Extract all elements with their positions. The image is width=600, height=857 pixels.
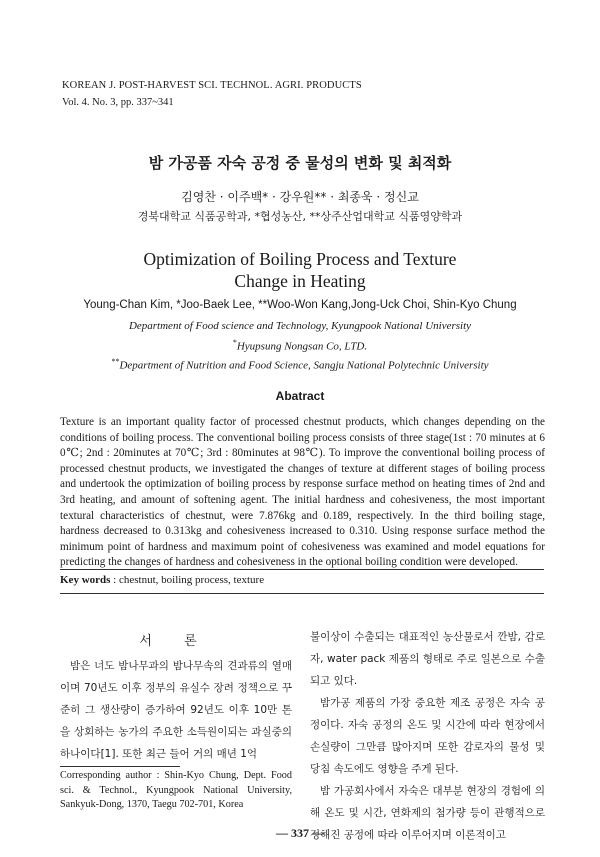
affiliation-3 <box>0 357 600 372</box>
keywords <box>60 574 264 586</box>
korean-authors: 김영찬 · 이주백* · 강우원** · 최종욱 · 정신교 <box>181 190 419 204</box>
intro-left-paragraph: 밤은 너도 밤나무과의 밤나무속의 견과류의 열매이며 70년도 이후 정부의 유실수 장려 정책으로 꾸준히 그 생산량이 증가하여 92년도 이후 10만 톤을 상회하는 농가의 주요한 소득원이되는 과실중의 하나이다[1]. 또한 최근 들어 거의 매년 1억 <box>60 660 292 760</box>
journal-name: KOREAN J. POST-HARVEST SCI. TECHNOL. AGRI. PRODUCTS <box>62 80 362 91</box>
english-title <box>0 248 600 292</box>
affiliation-1: Department of Food science and Technology, Kyungpook National University <box>128 320 472 332</box>
english-authors: Young-Chan Kim, *Joo-Baek Lee, **Woo-Won Kang,Jong-Uck Choi, Shin-Kyo Chung <box>83 299 517 311</box>
intro-right-paragraph-3: 밤 가공회사에서 자숙은 대부분 현장의 경험에 의해 온도 및 시간, 연화제의 첨가량 등이 관행적으로 정해진 공정에 따라 이루어지며 이론적이고 <box>310 785 545 841</box>
footnote-rule <box>60 766 180 767</box>
intro-right-paragraph-2: 밤가공 제품의 가장 중요한 제조 공정은 자숙 공정이다. 자숙 공정의 온도 및 시간에 따라 현장에서 손실량이 그만큼 많아지며 또한 감로자의 물성 및 당침 속도에도 영향을 주게 된다. <box>310 697 545 775</box>
page-number: — 337 — <box>276 826 324 840</box>
corresponding-author-note: Corresponding author : Shin-Kyo Chung, Dept. Food sci. & Technol., Kyungpook National University, Sankyuk-Dong, 1370, Taegu 702-701, Korea <box>60 770 292 810</box>
affiliation-3-mark: ** <box>111 357 120 366</box>
english-title-line1: Optimization of Boiling Process and Texture <box>143 249 457 269</box>
korean-title: 밤 가공품 자숙 공정 중 물성의 변화 및 최적화 <box>148 154 452 172</box>
keywords-bottom-rule <box>60 593 544 594</box>
intro-right-column <box>310 626 545 846</box>
abstract-text: Texture is an important quality factor of processed chestnut products, which changes depending on the conditions of boiling process. The conventional boiling process consists of three stage(1st : 70 minutes at 6 0℃; 2nd : 20minutes at 70℃; 3rd : 80minutes at 98℃). To improve the conventional boiling process of processed chestnut products, we investigated the changes of texture at different stages of boiling process and undertook the optimization of boiling process by response surface method on heating times of 2nd and 3rd heating, and amount of softening agent. The initial hardness and cohesiveness, the most important textural characteristics of chestnut, were 7.876kg and 0.189, respectively. In the third boiling stage, hardness decreased to 0.313kg and cohesiveness increased to 0.310. Using response surface method the minimum point of hardness and maximum point of cohesiveness was examined and model equations for predicting the changes of hardness and cohesiveness in the optional boiling condition were developed. <box>60 416 545 569</box>
affiliation-2 <box>0 338 600 353</box>
english-title-line2: Change in Heating <box>234 271 366 291</box>
affiliation-3-text: Department of Nutrition and Food Science, Sangju National Polytechnic University <box>119 359 489 372</box>
affiliation-2-mark: * <box>232 338 237 347</box>
intro-right-paragraph-1: 불이상이 수출되는 대표적인 농산물로서 깐밤, 감로자, water pack 제품의 형태로 주로 일본으로 수출되고 있다. <box>310 631 545 687</box>
affiliation-2-text: Hyupsung Nongsan Co, LTD. <box>236 340 368 353</box>
keywords-label: Key words <box>60 574 111 586</box>
korean-affiliation: 경북대학교 식품공학과, *협성농산, **상주산업대학교 식품영양학과 <box>137 210 463 223</box>
keywords-text: : chestnut, boiling process, texture <box>110 574 265 586</box>
volume-info: Vol. 4. No. 3, pp. 337~341 <box>62 97 174 108</box>
abstract-heading: Abatract <box>275 389 325 403</box>
keywords-top-rule <box>60 569 544 570</box>
section-heading-introduction: 서 론 <box>139 634 211 649</box>
